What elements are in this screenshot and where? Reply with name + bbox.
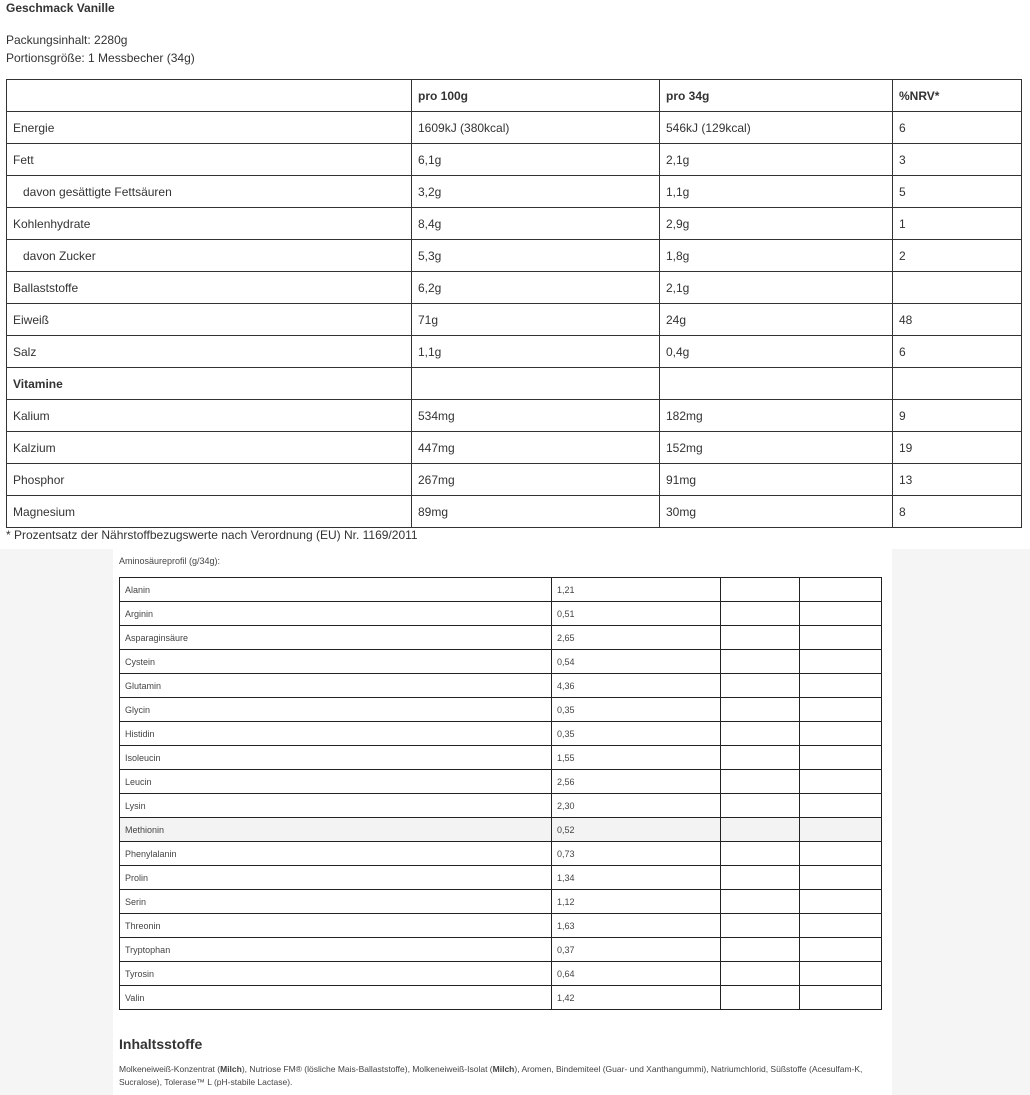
amino-empty-cell [800, 842, 882, 866]
amino-acid-name: Cystein [120, 650, 552, 674]
nutrition-row [7, 272, 1022, 304]
amino-acid-name: Arginin [120, 602, 552, 626]
value-per-100g: 3,2g [412, 176, 660, 208]
nutrition-row [7, 496, 1022, 528]
nrv-percent: 48 [893, 304, 1022, 336]
amino-empty-cell [721, 746, 800, 770]
nutrient-label: Energie [7, 112, 412, 144]
amino-row [120, 818, 882, 842]
amino-acid-name: Tyrosin [120, 962, 552, 986]
amino-empty-cell [721, 722, 800, 746]
amino-acid-value: 1,55 [552, 746, 721, 770]
amino-empty-cell [721, 938, 800, 962]
amino-acid-name: Valin [120, 986, 552, 1010]
amino-empty-cell [800, 866, 882, 890]
nutrient-label: Vitamine [7, 368, 412, 400]
amino-empty-cell [800, 962, 882, 986]
amino-empty-cell [721, 890, 800, 914]
amino-acid-name: Serin [120, 890, 552, 914]
ingredients-heading: Inhaltsstoffe [119, 1036, 203, 1052]
nutrition-row [7, 304, 1022, 336]
value-per-100g: 6,2g [412, 272, 660, 304]
amino-acid-name: Leucin [120, 770, 552, 794]
portion-size: Portionsgröße: 1 Messbecher (34g) [6, 51, 195, 65]
amino-empty-cell [721, 794, 800, 818]
amino-empty-cell [721, 698, 800, 722]
amino-row [120, 674, 882, 698]
nrv-percent [893, 272, 1022, 304]
nutrition-row [7, 112, 1022, 144]
nutrition-table [6, 79, 1022, 528]
allergen-highlight: Milch [492, 1064, 515, 1074]
amino-acid-value: 1,63 [552, 914, 721, 938]
nrv-percent: 8 [893, 496, 1022, 528]
nrv-percent [893, 368, 1022, 400]
amino-empty-cell [800, 650, 882, 674]
amino-acid-name: Phenylalanin [120, 842, 552, 866]
amino-profile-title: Aminosäureprofil (g/34g): [119, 556, 221, 566]
nutrient-label: Kohlenhydrate [7, 208, 412, 240]
amino-row [120, 866, 882, 890]
nrv-percent: 6 [893, 112, 1022, 144]
amino-row [120, 842, 882, 866]
value-per-34g: 91mg [660, 464, 893, 496]
nrv-percent: 5 [893, 176, 1022, 208]
amino-panel [113, 549, 892, 1095]
amino-empty-cell [800, 986, 882, 1010]
amino-empty-cell [800, 914, 882, 938]
value-per-34g: 2,9g [660, 208, 893, 240]
value-per-100g: 534mg [412, 400, 660, 432]
value-per-100g: 6,1g [412, 144, 660, 176]
amino-row [120, 746, 882, 770]
amino-acid-value: 4,36 [552, 674, 721, 698]
amino-acid-value: 1,42 [552, 986, 721, 1010]
amino-empty-cell [800, 746, 882, 770]
ingredient-segment: ), Aromen, Bindemiteel (Guar- und Xanthangummi), Natriumchlorid, Süßstoffe (Acesulfam-K, Sucralose), Tolerase™ L (pH-stabile Lactase). [119, 1064, 863, 1087]
amino-row [120, 722, 882, 746]
value-per-34g: 2,1g [660, 272, 893, 304]
ingredient-segment: ), Nutriose FM® (lösliche Mais-Ballaststoffe), Molkeneiweiß-Isolat ( [241, 1064, 493, 1074]
amino-row [120, 770, 882, 794]
amino-empty-cell [721, 602, 800, 626]
amino-acid-name: Histidin [120, 722, 552, 746]
nutrition-header-row [7, 80, 1022, 112]
amino-acid-value: 0,51 [552, 602, 721, 626]
value-per-100g [412, 368, 660, 400]
amino-acid-value: 1,12 [552, 890, 721, 914]
nutrient-label: Eiweiß [7, 304, 412, 336]
value-per-100g: 71g [412, 304, 660, 336]
allergen-highlight: Milch [220, 1064, 242, 1074]
amino-empty-cell [800, 602, 882, 626]
amino-empty-cell [721, 578, 800, 602]
amino-acid-value: 0,73 [552, 842, 721, 866]
amino-row [120, 650, 882, 674]
amino-row [120, 914, 882, 938]
nutrition-header-cell-3: %NRV* [893, 80, 1022, 112]
amino-acid-table [119, 577, 882, 1010]
nutrient-label: Kalzium [7, 432, 412, 464]
amino-acid-name: Glutamin [120, 674, 552, 698]
nrv-percent: 2 [893, 240, 1022, 272]
amino-acid-value: 0,52 [552, 818, 721, 842]
nrv-percent: 6 [893, 336, 1022, 368]
left-gutter [0, 549, 113, 1095]
value-per-100g: 1,1g [412, 336, 660, 368]
amino-empty-cell [800, 674, 882, 698]
nutrition-row [7, 432, 1022, 464]
amino-acid-value: 0,64 [552, 962, 721, 986]
package-content: Packungsinhalt: 2280g [6, 33, 128, 47]
nrv-percent: 1 [893, 208, 1022, 240]
value-per-34g: 182mg [660, 400, 893, 432]
amino-acid-value: 0,35 [552, 698, 721, 722]
amino-acid-name: Asparaginsäure [120, 626, 552, 650]
amino-row [120, 938, 882, 962]
amino-acid-value: 0,37 [552, 938, 721, 962]
amino-empty-cell [721, 818, 800, 842]
nutrient-label: Fett [7, 144, 412, 176]
amino-acid-value: 1,21 [552, 578, 721, 602]
nutrition-row [7, 400, 1022, 432]
amino-empty-cell [800, 770, 882, 794]
amino-acid-name: Glycin [120, 698, 552, 722]
amino-empty-cell [721, 866, 800, 890]
amino-empty-cell [721, 674, 800, 698]
nutrition-header-cell-1: pro 100g [412, 80, 660, 112]
value-per-100g: 89mg [412, 496, 660, 528]
nutrition-row [7, 240, 1022, 272]
right-gutter [892, 549, 1030, 1095]
value-per-100g: 5,3g [412, 240, 660, 272]
value-per-100g: 1609kJ (380kcal) [412, 112, 660, 144]
nutrition-row [7, 144, 1022, 176]
value-per-34g: 1,1g [660, 176, 893, 208]
amino-empty-cell [721, 842, 800, 866]
amino-empty-cell [721, 626, 800, 650]
amino-empty-cell [800, 794, 882, 818]
nutrient-label: davon Zucker [7, 240, 412, 272]
value-per-34g: 1,8g [660, 240, 893, 272]
nutrition-header-cell-2: pro 34g [660, 80, 893, 112]
nutrition-row [7, 208, 1022, 240]
value-per-34g: 0,4g [660, 336, 893, 368]
value-per-100g: 267mg [412, 464, 660, 496]
nutrition-row [7, 176, 1022, 208]
amino-row [120, 602, 882, 626]
nutrient-label: Magnesium [7, 496, 412, 528]
value-per-34g: 152mg [660, 432, 893, 464]
amino-acid-name: Methionin [120, 818, 552, 842]
amino-acid-value: 0,54 [552, 650, 721, 674]
amino-row [120, 626, 882, 650]
amino-empty-cell [800, 938, 882, 962]
nutrient-label: Salz [7, 336, 412, 368]
nutrition-row [7, 368, 1022, 400]
amino-empty-cell [721, 986, 800, 1010]
nutrient-label: Ballaststoffe [7, 272, 412, 304]
amino-empty-cell [800, 722, 882, 746]
amino-row [120, 578, 882, 602]
amino-acid-value: 0,35 [552, 722, 721, 746]
amino-row [120, 794, 882, 818]
amino-row [120, 962, 882, 986]
nrv-footnote: * Prozentsatz der Nährstoffbezugswerte nach Verordnung (EU) Nr. 1169/2011 [6, 528, 418, 542]
amino-empty-cell [800, 818, 882, 842]
amino-empty-cell [800, 626, 882, 650]
amino-row [120, 890, 882, 914]
ingredient-segment: Molkeneiweiß-Konzentrat ( [119, 1064, 221, 1074]
nutrition-row [7, 336, 1022, 368]
amino-acid-name: Prolin [120, 866, 552, 890]
value-per-34g: 24g [660, 304, 893, 336]
nutrition-header-cell-0 [7, 80, 412, 112]
amino-empty-cell [721, 962, 800, 986]
amino-row [120, 698, 882, 722]
amino-acid-name: Lysin [120, 794, 552, 818]
amino-empty-cell [721, 770, 800, 794]
amino-empty-cell [800, 578, 882, 602]
nutrition-row [7, 464, 1022, 496]
value-per-34g: 2,1g [660, 144, 893, 176]
ingredients-text [119, 1063, 884, 1089]
amino-acid-name: Alanin [120, 578, 552, 602]
amino-empty-cell [721, 650, 800, 674]
amino-row [120, 986, 882, 1010]
amino-acid-value: 2,56 [552, 770, 721, 794]
amino-acid-name: Isoleucin [120, 746, 552, 770]
nrv-percent: 13 [893, 464, 1022, 496]
value-per-34g: 30mg [660, 496, 893, 528]
nutrient-label: davon gesättigte Fettsäuren [7, 176, 412, 208]
product-flavor-title: Geschmack Vanille [6, 1, 115, 15]
value-per-34g: 546kJ (129kcal) [660, 112, 893, 144]
amino-acid-value: 2,30 [552, 794, 721, 818]
value-per-100g: 447mg [412, 432, 660, 464]
value-per-34g [660, 368, 893, 400]
amino-empty-cell [721, 914, 800, 938]
amino-empty-cell [800, 698, 882, 722]
amino-acid-value: 2,65 [552, 626, 721, 650]
amino-acid-value: 1,34 [552, 866, 721, 890]
amino-acid-name: Tryptophan [120, 938, 552, 962]
value-per-100g: 8,4g [412, 208, 660, 240]
nrv-percent: 19 [893, 432, 1022, 464]
amino-acid-name: Threonin [120, 914, 552, 938]
amino-empty-cell [800, 890, 882, 914]
nutrient-label: Kalium [7, 400, 412, 432]
nrv-percent: 3 [893, 144, 1022, 176]
nutrient-label: Phosphor [7, 464, 412, 496]
nrv-percent: 9 [893, 400, 1022, 432]
